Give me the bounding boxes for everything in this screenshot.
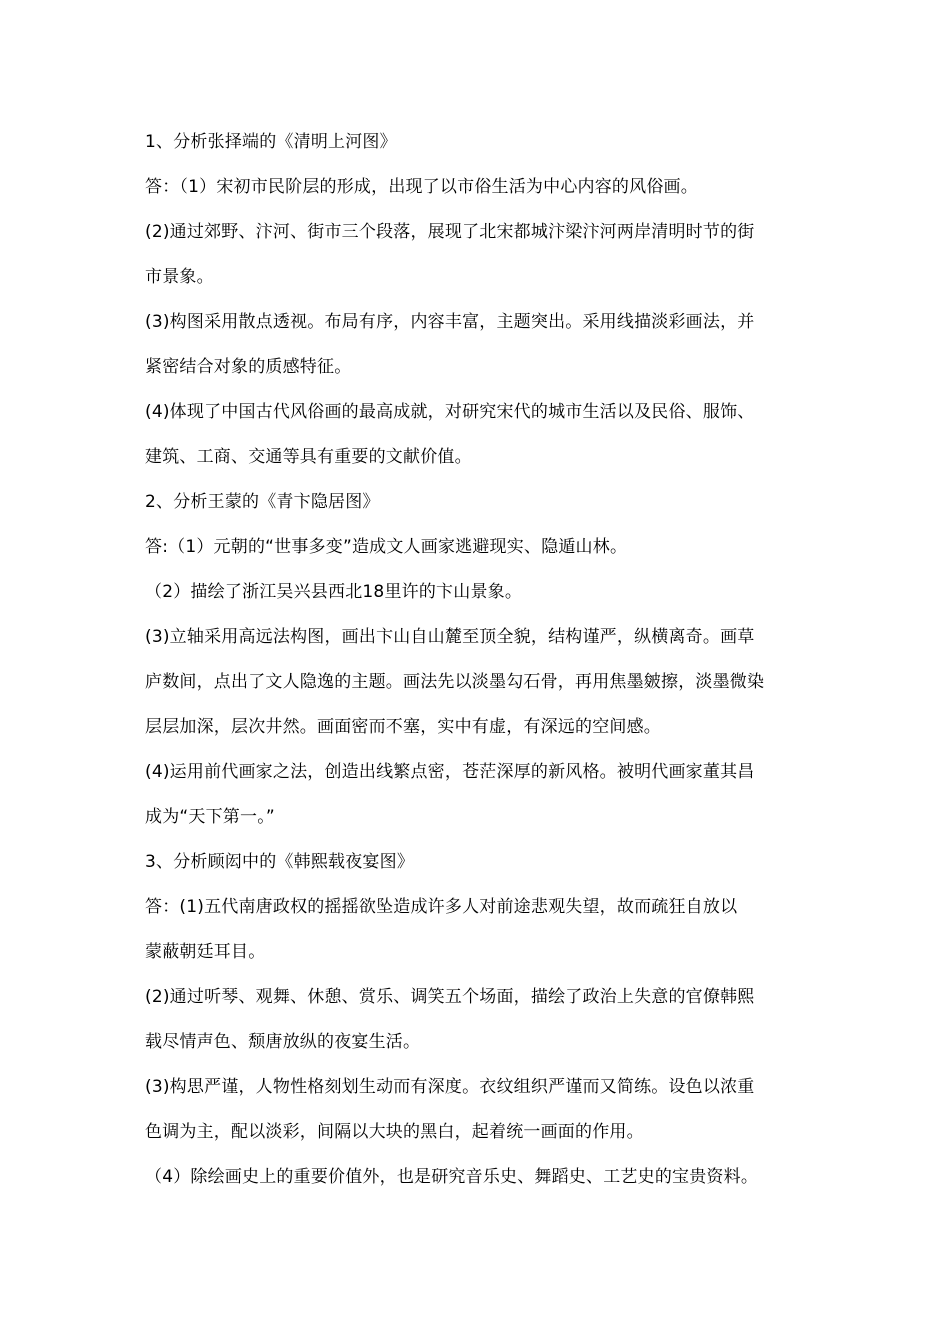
answer-1-line: (4)体现了中国古代风俗画的最高成就，对研究宋代的城市生活以及民俗、服饰、	[145, 402, 755, 422]
answer-1-line: 紧密结合对象的质感特征。	[145, 357, 352, 377]
heading-question-2: 2、分析王蒙的《青卞隐居图》	[145, 492, 380, 512]
answer-1-line: 建筑、工商、交通等具有重要的文献价值。	[145, 447, 472, 467]
answer-1-line: 市景象。	[145, 267, 214, 287]
answer-3-line: 载尽情声色、颓唐放纵的夜宴生活。	[145, 1032, 421, 1052]
answer-1-line: 答：（1）宋初市民阶层的形成，出现了以市俗生活为中心内容的风俗画。	[145, 177, 698, 197]
answer-1-line: (2)通过郊野、汴河、街市三个段落，展现了北宋都城汴梁汴河两岸清明时节的街	[145, 222, 755, 242]
answer-2-line: 层层加深，层次井然。画面密而不塞，实中有虚，有深远的空间感。	[145, 717, 661, 737]
heading-question-1: 1、分析张择端的《清明上河图》	[145, 132, 397, 152]
answer-3-line: （4）除绘画史上的重要价值外，也是研究音乐史、舞蹈史、工艺史的宝贵资料。	[145, 1167, 759, 1187]
document-body	[145, 120, 810, 1200]
answer-3-line: 答：(1)五代南唐政权的摇摇欲坠造成许多人对前途悲观失望，故而疏狂自放以	[145, 897, 738, 917]
answer-2-line: 成为“天下第一。”	[145, 807, 275, 827]
answer-2-line: （2）描绘了浙江吴兴县西北18里许的卞山景象。	[145, 582, 523, 602]
answer-3-line: (3)构思严谨，人物性格刻划生动而有深度。衣纹组织严谨而又简练。设色以浓重	[145, 1077, 755, 1097]
answer-3-line: 色调为主，配以淡彩，间隔以大块的黑白，起着统一画面的作用。	[145, 1122, 644, 1142]
answer-2-line: 庐数间，点出了文人隐逸的主题。画法先以淡墨勾石骨，再用焦墨皴擦，淡墨微染	[145, 672, 765, 692]
answer-3-line: 蒙蔽朝廷耳目。	[145, 942, 266, 962]
answer-1-line: (3)构图采用散点透视。布局有序，内容丰富，主题突出。采用线描淡彩画法，并	[145, 312, 755, 332]
answer-2-line: (4)运用前代画家之法，创造出线繁点密，苍茫深厚的新风格。被明代画家董其昌	[145, 762, 755, 782]
answer-2-line: 答:（1）元朝的“世事多变”造成文人画家逃避现实、隐遁山林。	[145, 537, 628, 557]
heading-question-3: 3、分析顾闳中的《韩熙载夜宴图》	[145, 852, 415, 872]
answer-3-line: (2)通过听琴、观舞、休憩、赏乐、调笑五个场面，描绘了政治上失意的官僚韩熙	[145, 987, 755, 1007]
answer-2-line: (3)立轴采用高远法构图，画出卞山自山麓至顶全貌，结构谨严，纵横离奇。画草	[145, 627, 755, 647]
